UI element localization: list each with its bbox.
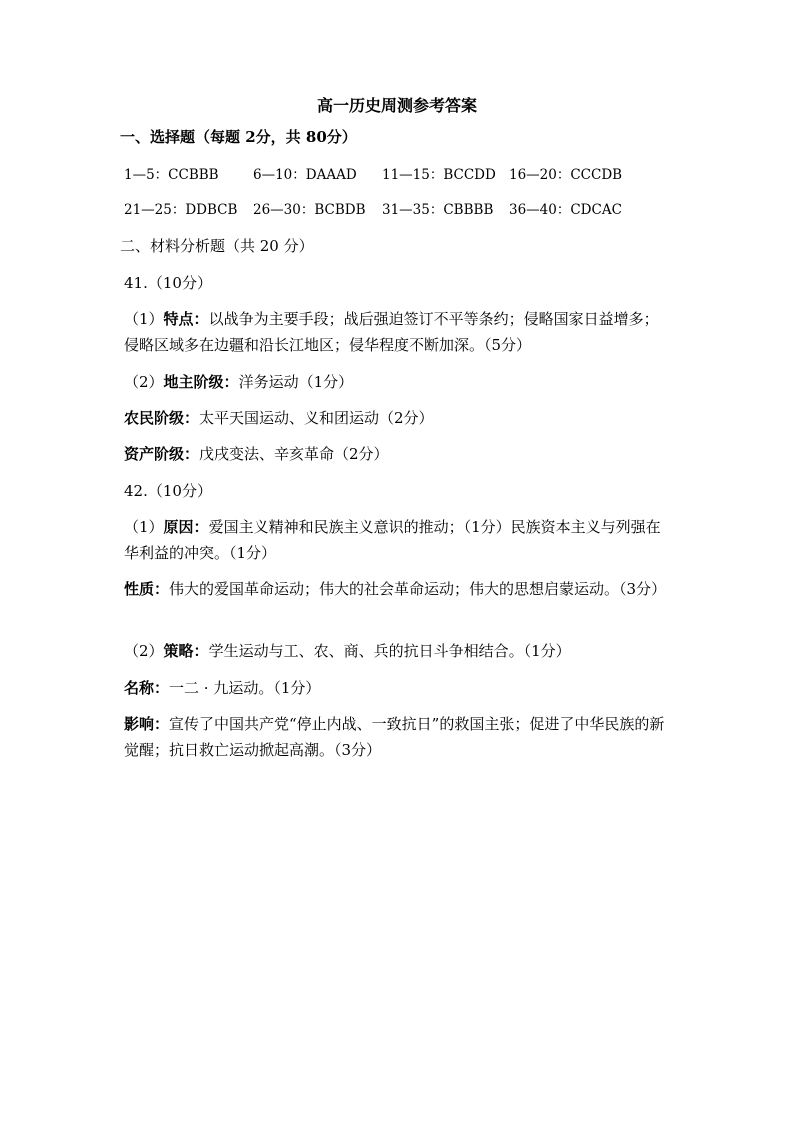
section2-heading: 二、材料分析题（共 20 分） [120, 237, 314, 255]
q42-part4-label: 名称： [124, 679, 170, 697]
q41-part4 [124, 441, 672, 467]
q42-part3-prefix: （2） [124, 642, 164, 660]
q42-part1-prefix: （1） [124, 518, 164, 536]
answer-group-11-15: 11—15：BCCDD [382, 167, 496, 183]
q42-part4-text: 一二 · 九运动。（1分） [169, 679, 321, 697]
q42-part2 [124, 576, 672, 602]
q41-part1 [124, 306, 672, 358]
q41-part2 [124, 369, 672, 395]
q41-part2-text: 洋务运动（1分） [238, 373, 354, 391]
q42-part1-text: 爱国主义精神和民族主义意识的推动；（1分）民族资本主义与列强在华利益的冲突。（1分） [124, 518, 661, 562]
q42-part2-text: 伟大的爱国革命运动；伟大的社会革命运动；伟大的思想启蒙运动。（3分） [169, 580, 667, 598]
answer-group-6-10: 6—10：DAAAD [253, 167, 357, 183]
q42-part4 [124, 675, 672, 701]
q42-part3-text: 学生运动与工、农、商、兵的抗日斗争相结合。（1分） [208, 642, 571, 660]
answer-row-2 [124, 199, 684, 221]
q42-number: 42.（10分） [124, 482, 212, 500]
q42-part3-label: 策略： [163, 642, 209, 660]
answer-group-36-40: 36—40：CDCAC [509, 202, 622, 218]
q42-part5-text: 宣传了中国共产党“停止内战、一致抗日”的救国主张；促进了中华民族的新觉醒；抗日救亡运动掀起高潮。（3分） [124, 715, 665, 759]
q42-part5-label: 影响： [124, 715, 170, 733]
q41-part3 [124, 405, 672, 431]
answer-row-1 [124, 164, 684, 186]
q41-number: 41.（10分） [124, 274, 212, 292]
answer-group-31-35: 31—35：CBBBB [382, 202, 494, 218]
q42-part1-label: 原因： [163, 518, 209, 536]
q42-part1 [124, 514, 672, 566]
q41-part3-text: 太平天国运动、义和团运动（2分） [199, 409, 434, 427]
answer-group-1-5: 1—5：CCBBB [124, 167, 219, 183]
q41-part1-label: 特点： [163, 310, 209, 328]
q42-part2-label: 性质： [124, 580, 170, 598]
q41-part4-text: 戊戌变法、辛亥革命（2分） [199, 445, 389, 463]
q41-part3-label: 农民阶级： [124, 409, 200, 427]
q42-part3 [124, 638, 672, 664]
page-title: 高一历史周测参考答案 [316, 96, 477, 115]
answer-group-26-30: 26—30：BCBDB [253, 202, 366, 218]
q41-part2-label: 地主阶级： [163, 373, 239, 391]
answer-group-21-25: 21—25：DDBCB [124, 202, 238, 218]
q41-part4-label: 资产阶级： [124, 445, 200, 463]
q41-part2-prefix: （2） [124, 373, 164, 391]
section1-heading: 一、选择题（每题 2分，共 80分） [120, 128, 357, 146]
answer-group-16-20: 16—20：CCCDB [509, 167, 623, 183]
q41-part1-prefix: （1） [124, 310, 164, 328]
q41-part1-text: 以战争为主要手段；战后强迫签订不平等条约；侵略国家日益增多；侵略区域多在边疆和沿长江地区；侵华程度不断加深。（5分） [124, 310, 659, 354]
q42-part5 [124, 711, 672, 763]
